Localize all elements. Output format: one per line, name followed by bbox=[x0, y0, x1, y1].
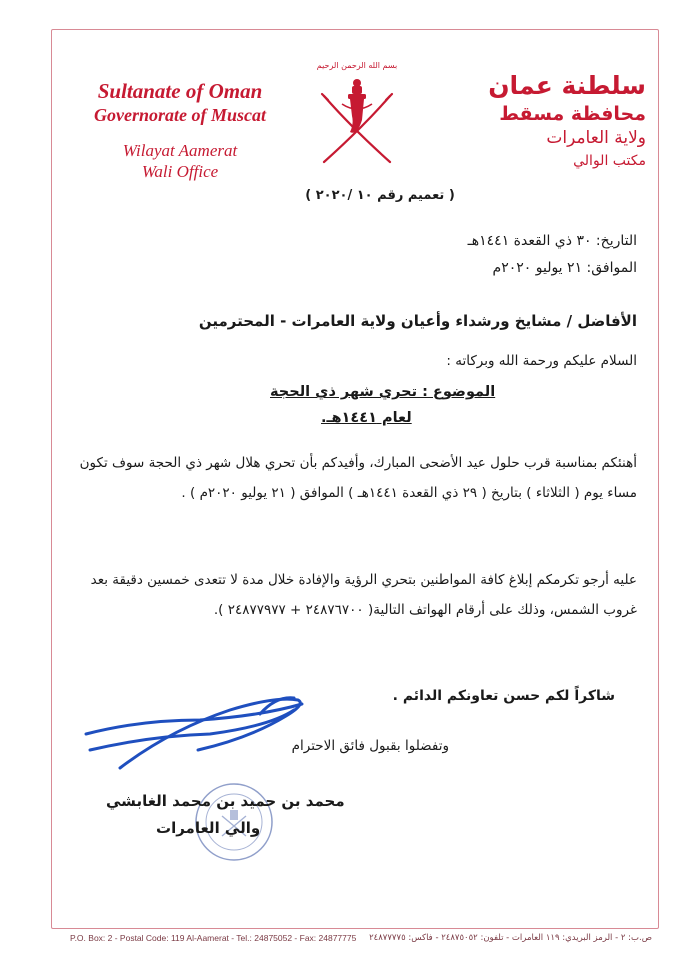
body-paragraph-1: أهنئكم بمناسبة قرب حلول عيد الأضحى المبارك، وأفيدكم بأن تحري هلال شهر ذي الحجة سوف تكون مساء يوم ( الثلاثاء ) بتاريخ ( ٢٩ ذي القعدة ١٤٤١هـ ) الموافق ( ٢١ يوليو ٢٠٢٠م ) . bbox=[79, 455, 637, 501]
circular-number: ( تعميم رقم ١٠ /٢٠٢٠ ) bbox=[305, 188, 455, 203]
signatory-name: محمد بن حميد بن محمد الغابشي bbox=[106, 792, 345, 810]
letterhead-ar-line4: مكتب الوالي bbox=[573, 153, 646, 169]
letterhead-en-line2: Governorate of Muscat bbox=[94, 105, 266, 125]
signatory-title: والي العامرات bbox=[156, 819, 261, 837]
footer-english: P.O. Box: 2 - Postal Code: 119 Al-Aamerat - Tel.: 24875052 - Fax: 24877775 bbox=[70, 933, 357, 943]
footer-arabic: ص.ب: ٢ - الرمز البريدي: ١١٩ العامرات - تلفون: ٢٤٨٧٥٠٥٢ - فاكس: ٢٤٨٧٧٧٧٥ bbox=[369, 933, 652, 943]
letterhead-en-line3: Wilayat Aamerat bbox=[122, 141, 238, 160]
gregorian-date: الموافق: ٢١ يوليو ٢٠٢٠م bbox=[492, 260, 637, 276]
letterhead-ar-line2: محافظة مسقط bbox=[499, 103, 646, 125]
letterhead-ar-line3: ولاية العامرات bbox=[546, 128, 646, 148]
hijri-date: التاريخ: ٣٠ ذي القعدة ١٤٤١هـ bbox=[467, 233, 637, 249]
letterhead-en-line1: Sultanate of Oman bbox=[97, 79, 263, 103]
body-paragraph-2: عليه أرجو تكرمكم إبلاغ كافة المواطنين بتحري الرؤية والإفادة خلال مدة لا تتعدى خمسين دقيقة بعد غروب الشمس، وذلك على أرقام الهواتف التالية( ٢٤٨٧٦٧٠٠ + ٢٤٨٧٧٩٧٧ ). bbox=[90, 572, 637, 618]
addressee-line: الأفاضل / مشايخ ورشداء وأعيان ولاية العامرات - المحترمين bbox=[198, 312, 637, 330]
subject-line: الموضوع : تحري شهر ذي الحجة bbox=[270, 384, 496, 400]
letterhead-ar-line1: سلطنة عمان bbox=[488, 71, 646, 100]
greeting-line: السلام عليكم ورحمة الله وبركاته : bbox=[446, 353, 637, 369]
closing-line: وتفضلوا بقبول فائق الاحترام bbox=[291, 738, 449, 754]
handwritten-signature-icon bbox=[80, 690, 320, 780]
thanks-line: شاكراً لكم حسن تعاونكم الدائم . bbox=[392, 688, 615, 704]
letterhead-english bbox=[70, 78, 290, 182]
khanjar-emblem-icon bbox=[312, 58, 402, 168]
svg-text:بسم الله الرحمن الرحيم: بسم الله الرحمن الرحيم bbox=[316, 61, 398, 70]
letterhead-en-line4: Wali Office bbox=[141, 162, 219, 181]
letterhead-arabic bbox=[466, 70, 646, 172]
subject-year-line: لعام ١٤٤١هـ. bbox=[321, 410, 412, 426]
